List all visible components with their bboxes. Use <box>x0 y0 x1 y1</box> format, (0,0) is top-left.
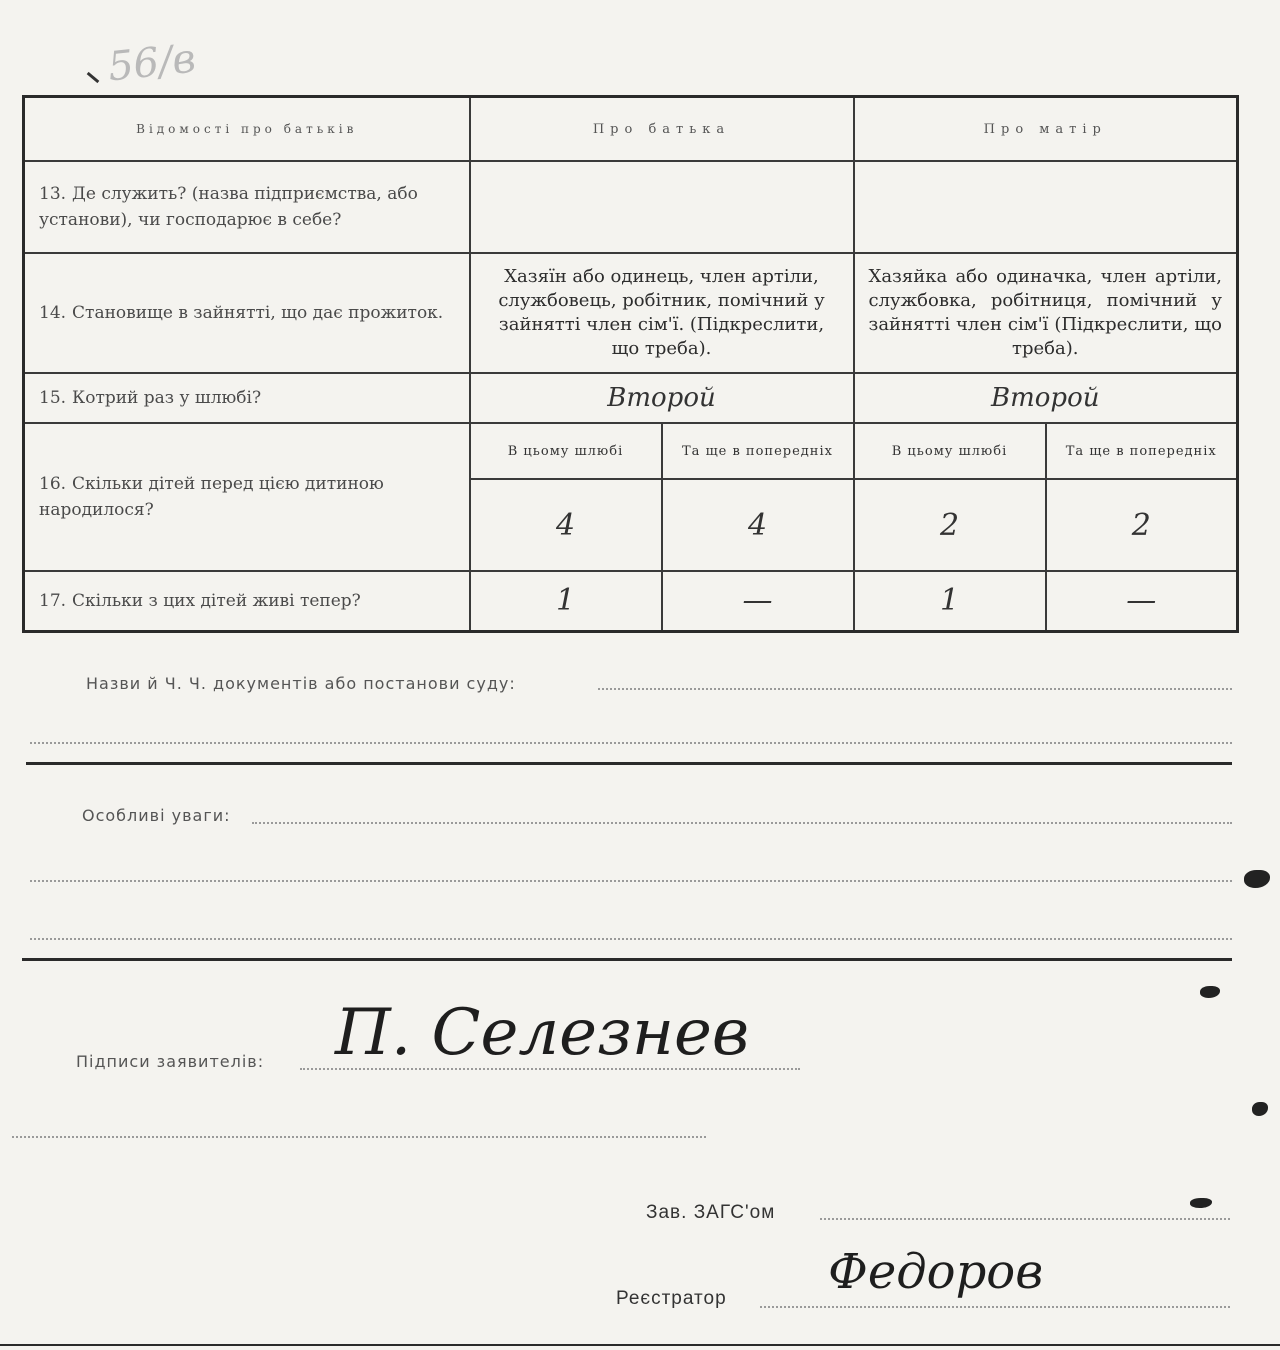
documents-label: Назви й Ч. Ч. документів або постанови суду: <box>86 674 516 693</box>
remarks-line-3[interactable] <box>30 938 1232 940</box>
head-label: Зав. ЗАГС'ом <box>646 1202 776 1223</box>
documents-line-2[interactable] <box>30 742 1232 744</box>
answer-16-father-previous: 4 <box>662 479 854 571</box>
header-mother: Про матір <box>854 97 1238 162</box>
binding-hole-mark <box>1252 1102 1268 1116</box>
question-text: Котрий раз у шлюбі? <box>72 388 262 408</box>
registrar-signature: Федоров <box>828 1244 1044 1300</box>
answer-17-mother-this: 1 <box>854 571 1046 631</box>
remarks-line-2[interactable] <box>30 880 1232 882</box>
table-header-row <box>24 97 1238 162</box>
question-number: 14. <box>39 303 67 323</box>
question-text: Скільки дітей перед цією дитиною народилося? <box>39 474 384 520</box>
tick-mark <box>87 72 100 83</box>
signatures-line-2[interactable] <box>12 1136 706 1138</box>
bottom-edge-line <box>0 1344 1280 1346</box>
remarks-label: Особливі уваги: <box>82 806 231 825</box>
row-15 <box>24 373 1238 423</box>
signatures-label: Підписи заявителів: <box>76 1052 265 1071</box>
archive-number: 56/в <box>105 35 198 91</box>
question-16 <box>24 423 470 571</box>
binding-hole-mark <box>1244 870 1270 888</box>
answer-13-father[interactable] <box>470 161 854 253</box>
question-number: 16. <box>39 474 67 494</box>
binding-hole-mark <box>1200 986 1220 998</box>
subheader-mother-previous: Та ще в попередніх <box>1046 423 1238 479</box>
registrar-signature-line[interactable] <box>760 1306 1230 1308</box>
answer-15-father: Второй <box>470 373 854 423</box>
row-14 <box>24 253 1238 373</box>
question-15 <box>24 373 470 423</box>
row-17 <box>24 571 1238 631</box>
section-divider <box>22 958 1232 961</box>
answer-13-mother[interactable] <box>854 161 1238 253</box>
question-text: Становище в зайнятті, що дає прожиток. <box>72 303 444 323</box>
header-parents-info: Відомості про батьків <box>24 97 470 162</box>
question-number: 13. <box>39 184 67 204</box>
parents-info-table <box>22 95 1239 633</box>
answer-14-father-options: Хазяїн або одинець, член артіли, службовець, робітник, помічний у зайнятті член сім'ї. (Підкреслити, що треба). <box>470 253 854 373</box>
answer-16-mother-this: 2 <box>854 479 1046 571</box>
subheader-father-previous: Та ще в попередніх <box>662 423 854 479</box>
head-signature-line[interactable] <box>820 1218 1230 1220</box>
question-17 <box>24 571 470 631</box>
question-number: 15. <box>39 388 67 408</box>
question-text: Скільки з цих дітей живі тепер? <box>72 590 361 611</box>
answer-17-father-previous: — <box>662 571 854 631</box>
registrar-label: Реєстратор <box>616 1288 727 1309</box>
answer-16-father-this: 4 <box>470 479 662 571</box>
answer-17-father-this: 1 <box>470 571 662 631</box>
remarks-line[interactable] <box>252 822 1232 824</box>
subheader-mother-this-marriage: В цьому шлюбі <box>854 423 1046 479</box>
documents-line[interactable] <box>598 688 1232 690</box>
question-14 <box>24 253 470 373</box>
answer-16-mother-previous: 2 <box>1046 479 1238 571</box>
answer-14-mother-options: Хазяйка або одиначка, член артіли, службовка, робітниця, помічний у зайнятті член сім'ї (Підкреслити, що треба). <box>854 253 1238 373</box>
answer-17-mother-previous: — <box>1046 571 1238 631</box>
row-13 <box>24 161 1238 253</box>
section-divider <box>26 762 1232 765</box>
applicant-signature: П. Селезнев <box>335 996 750 1070</box>
question-text: Де служить? (назва підприємства, або установи), чи господарює в себе? <box>39 184 418 230</box>
subheader-father-this-marriage: В цьому шлюбі <box>470 423 662 479</box>
question-number: 17. <box>39 590 67 611</box>
row-16-subheader <box>24 423 1238 479</box>
binding-hole-mark <box>1190 1198 1212 1208</box>
header-father: Про батька <box>470 97 854 162</box>
question-13 <box>24 161 470 253</box>
answer-15-mother: Второй <box>854 373 1238 423</box>
